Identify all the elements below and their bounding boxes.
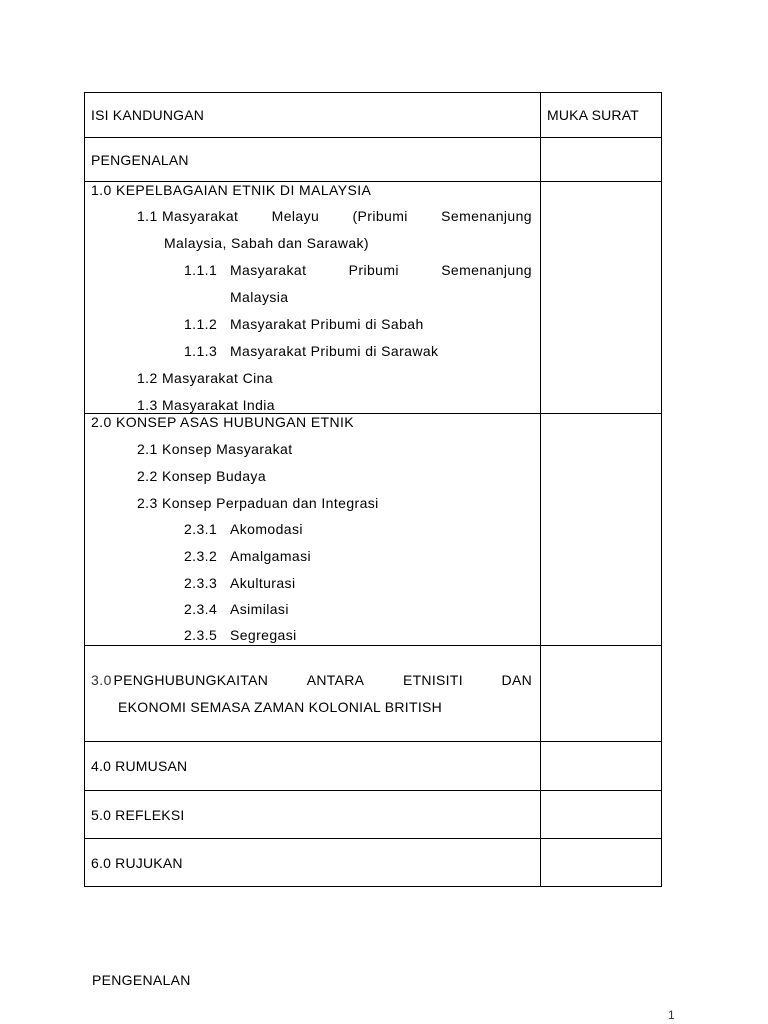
section-text: Akulturasi [230,575,296,591]
toc-entry-section-5: 5.0 REFLEKSI [91,806,185,823]
toc-header-page-cell [541,93,662,138]
section-number: 1.1.3 [184,343,218,359]
section-1-title: 1.0 KEPELBAGAIAN ETNIK DI MALAYSIA [91,182,372,198]
toc-row-section-1 [85,182,662,414]
section-1-2: 1.2 Masyarakat Cina [137,370,273,386]
section-1-1-1-words [230,261,532,279]
word: Pribumi [348,262,399,278]
section-number: 3.0 [91,671,112,688]
toc-header-row [85,93,662,138]
toc-entry-section-4: 4.0 RUMUSAN [91,758,188,774]
word: DAN [501,671,532,688]
body-heading: PENGENALAN [92,972,191,988]
word: 1.1 Masyarakat [137,208,239,224]
toc-page-cell [541,646,662,742]
section-2-3-3 [184,574,532,592]
word: Masyarakat [230,262,307,278]
word: ETNISITI [402,671,463,688]
toc-entry-intro: PENGENALAN [91,151,189,168]
section-2-3-1 [184,520,532,538]
section-number: 2.3.5 [184,627,218,643]
toc-page-cell [541,414,662,646]
toc-page-cell [541,839,662,887]
section-text: Masyarakat Pribumi di Sabah [230,316,424,332]
toc-page-cell [541,791,662,839]
toc-entry-cell [85,182,541,414]
toc-page-cell [541,138,662,182]
section-text: Akomodasi [230,521,303,537]
section-number: 2.3.1 [184,521,218,537]
section-number: 1.1.2 [184,316,218,332]
section-1-1-3 [184,342,532,360]
toc-header-title: ISI KANDUNGAN [91,107,205,123]
section-text: Masyarakat Pribumi di Sarawak [230,343,439,359]
toc-row-section-4 [85,742,662,791]
section-2-1: 2.1 Konsep Masyarakat [137,441,293,457]
toc-entry-section-6: 6.0 RUJUKAN [91,854,183,871]
toc-page-cell [541,742,662,791]
word: PENGHUBUNGKAITAN [113,671,269,688]
toc-row-section-3 [85,646,662,742]
toc-header-title-cell [85,93,541,138]
word: Semenanjung [441,208,532,224]
toc-entry-cell [85,839,541,887]
section-number: 2.3.4 [184,601,218,617]
toc-entry-cell [85,138,541,182]
section-3-line2: EKONOMI SEMASA ZAMAN KOLONIAL BRITISH [118,698,443,715]
section-number: 1.1.1 [184,262,218,278]
toc-entry-cell [85,414,541,646]
section-3-line1 [91,667,532,694]
section-1-1-line1 [137,207,532,225]
toc-row-section-6 [85,839,662,887]
word: (Pribumi [352,208,408,224]
section-number: 2.3.3 [184,575,218,591]
section-1-1-line2: Malaysia, Sabah dan Sarawak) [164,235,369,251]
toc-row-intro [85,138,662,182]
page-number: 1 [668,1008,675,1022]
section-1-1-2 [184,315,532,333]
section-2-title: 2.0 KONSEP ASAS HUBUNGAN ETNIK [91,414,355,430]
section-text: Amalgamasi [230,548,312,564]
toc-entry-cell [85,791,541,839]
section-2-3-4 [184,600,532,618]
section-2-3-5 [184,626,532,644]
table-of-contents [84,92,662,887]
word: Semenanjung [441,262,532,278]
word: ANTARA [306,671,365,688]
toc-header-page: MUKA SURAT [547,107,639,123]
toc-entry-cell [85,742,541,791]
word: Melayu [271,208,320,224]
section-1-3: 1.3 Masyarakat India [137,397,275,413]
section-1-1-1-line2: Malaysia [230,289,289,305]
toc-row-section-2 [85,414,662,646]
section-2-3: 2.3 Konsep Perpaduan dan Integrasi [137,495,379,511]
section-2-3-2 [184,547,532,565]
toc-entry-cell [85,646,541,742]
section-text: Segregasi [230,627,297,643]
section-3-block [85,667,540,721]
toc-page-cell [541,182,662,414]
section-3-first [91,667,268,694]
section-2-2: 2.2 Konsep Budaya [137,468,267,484]
section-number: 2.3.2 [184,548,218,564]
section-text: Asimilasi [230,601,289,617]
toc-row-section-5 [85,791,662,839]
